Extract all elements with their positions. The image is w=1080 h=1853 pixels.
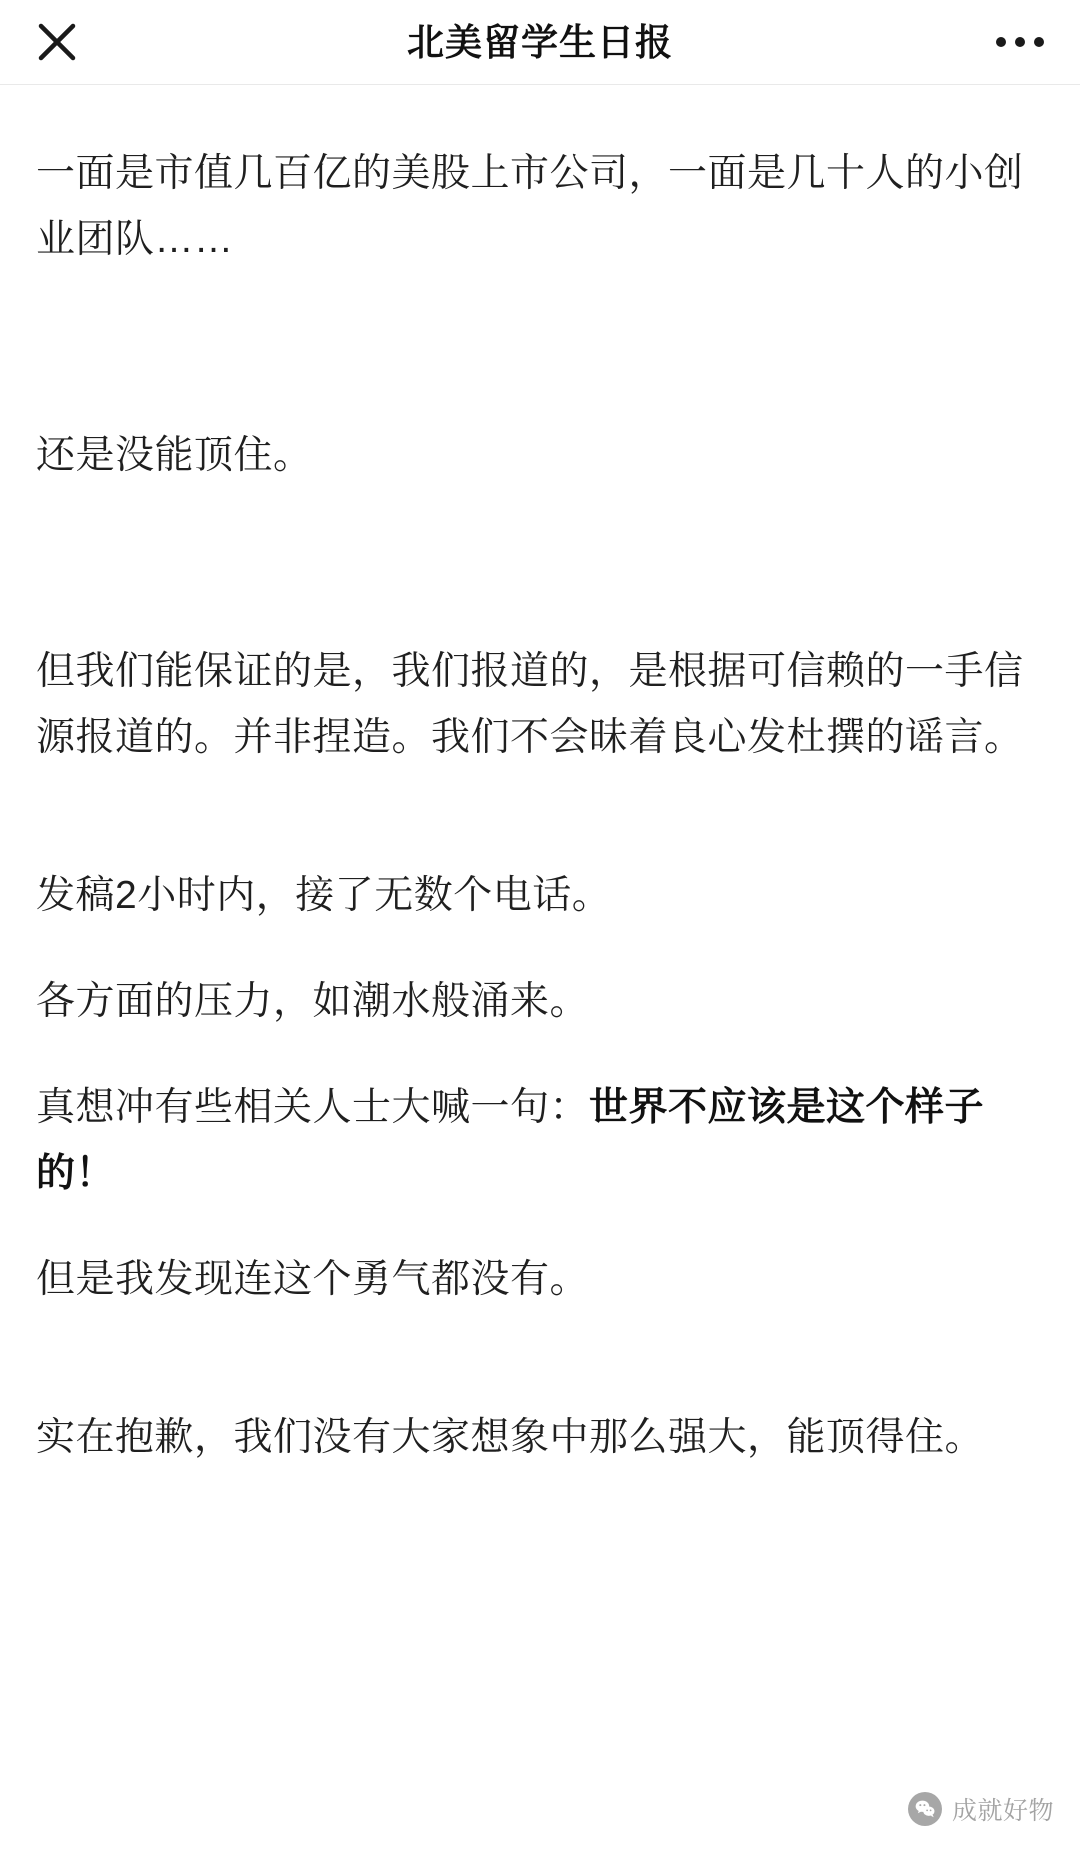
paragraph-spacer bbox=[36, 1035, 1044, 1075]
more-dot bbox=[1034, 37, 1044, 47]
top-navigation-bar bbox=[0, 0, 1080, 85]
article-paragraph-emphasis bbox=[36, 1075, 1044, 1207]
paragraph-text-normal: 真想冲有些相关人士大喊一句： bbox=[36, 1086, 590, 1129]
paragraph-spacer bbox=[36, 771, 1044, 863]
close-icon[interactable] bbox=[30, 15, 84, 69]
watermark-label: 成就好物 bbox=[951, 1797, 1054, 1825]
article-paragraph: 各方面的压力，如潮水般涌来。 bbox=[36, 980, 590, 1023]
more-options-icon[interactable] bbox=[988, 15, 1052, 69]
paragraph-spacer bbox=[36, 489, 1044, 639]
paragraph-spacer bbox=[36, 1313, 1044, 1405]
article-paragraph: 实在抱歉，我们没有大家想象中那么强大，能顶得住。 bbox=[36, 1416, 985, 1459]
article-paragraph: 还是没能顶住。 bbox=[36, 434, 313, 477]
wechat-logo-icon bbox=[908, 1792, 942, 1826]
paragraph-spacer bbox=[36, 929, 1044, 969]
watermark bbox=[908, 1791, 1054, 1827]
article-paragraph: 一面是市值几百亿的美股上市公司，一面是几十人的小创业团队…… bbox=[36, 152, 1024, 261]
paragraph-spacer bbox=[36, 1207, 1044, 1247]
paragraph-text-bold: 世界不应该是这个样子的！ bbox=[36, 1086, 985, 1195]
page-title: 北美留学生日报 bbox=[407, 21, 673, 63]
paragraph-spacer bbox=[36, 273, 1044, 423]
article-body bbox=[0, 85, 1080, 1471]
more-dot bbox=[1015, 37, 1025, 47]
article-paragraph: 但我们能保证的是，我们报道的，是根据可信赖的一手信源报道的。并非捏造。我们不会昧着良心发杜撰的谣言。 bbox=[36, 650, 1024, 759]
more-dot bbox=[996, 37, 1006, 47]
article-paragraph: 但是我发现连这个勇气都没有。 bbox=[36, 1258, 590, 1301]
article-paragraph: 发稿2小时内，接了无数个电话。 bbox=[36, 874, 612, 917]
